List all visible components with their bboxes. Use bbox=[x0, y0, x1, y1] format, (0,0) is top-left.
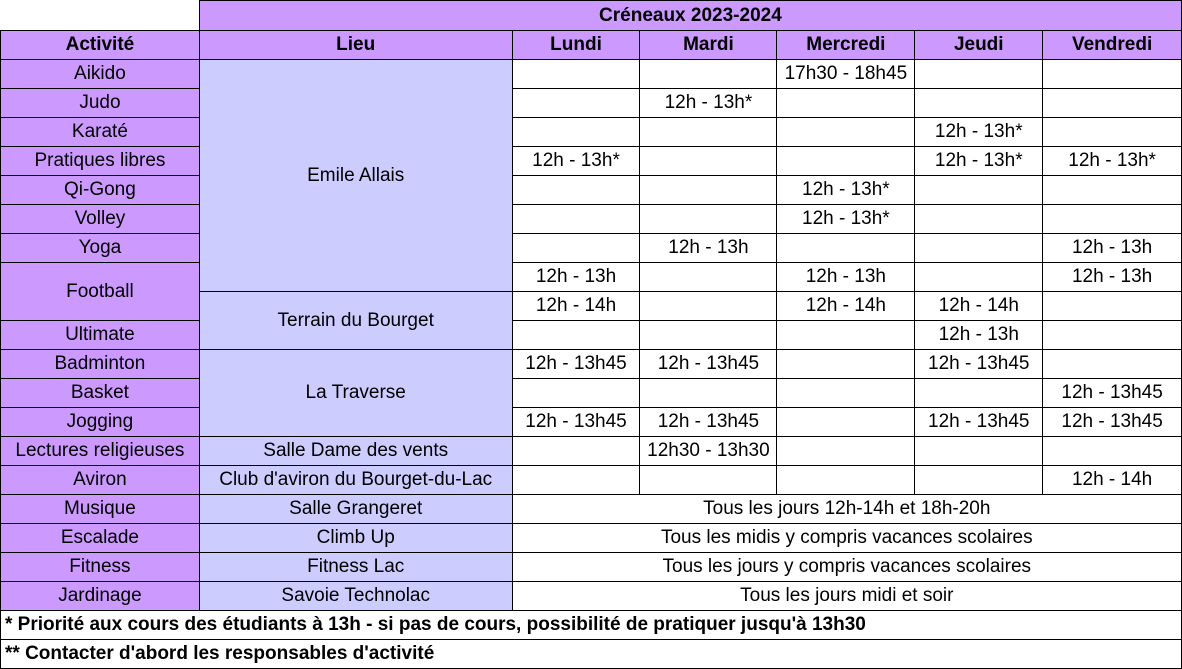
slot-cell[interactable] bbox=[1043, 205, 1182, 234]
table-row bbox=[1, 89, 1182, 118]
table-row bbox=[1, 379, 1182, 408]
slot-cell[interactable]: 12h - 14h bbox=[512, 292, 640, 321]
slot-cell[interactable]: 17h30 - 18h45 bbox=[777, 60, 915, 89]
slot-cell[interactable] bbox=[777, 118, 915, 147]
slot-cell[interactable] bbox=[640, 118, 777, 147]
table-row bbox=[1, 263, 1182, 292]
slot-cell[interactable] bbox=[777, 350, 915, 379]
header-mercredi: Mercredi bbox=[777, 31, 915, 60]
lieu-cell[interactable]: Salle Dame des vents bbox=[199, 437, 512, 466]
slot-cell[interactable] bbox=[915, 379, 1043, 408]
slot-cell[interactable] bbox=[640, 292, 777, 321]
slot-cell[interactable]: 12h - 13h45 bbox=[915, 350, 1043, 379]
activity-cell[interactable]: Fitness bbox=[1, 553, 200, 582]
table-row bbox=[1, 437, 1182, 466]
slot-cell[interactable]: 12h - 13h45 bbox=[915, 408, 1043, 437]
activity-cell[interactable]: Football bbox=[1, 263, 200, 321]
slot-cell[interactable]: 12h30 - 13h30 bbox=[640, 437, 777, 466]
slot-cell[interactable] bbox=[915, 466, 1043, 495]
table-row bbox=[1, 205, 1182, 234]
slot-cell[interactable]: 12h - 13h* bbox=[777, 205, 915, 234]
slot-cell[interactable] bbox=[915, 234, 1043, 263]
slot-cell[interactable]: 12h - 13h45 bbox=[1043, 408, 1182, 437]
slot-cell[interactable] bbox=[1043, 437, 1182, 466]
blank-corner bbox=[1, 1, 200, 31]
slot-cell[interactable] bbox=[915, 263, 1043, 292]
slot-cell[interactable]: 12h - 13h45 bbox=[1043, 379, 1182, 408]
all-week-cell[interactable]: Tous les midis y compris vacances scolaires bbox=[512, 524, 1181, 553]
slot-cell[interactable] bbox=[640, 205, 777, 234]
slot-cell[interactable] bbox=[512, 437, 640, 466]
slot-cell[interactable]: 12h - 13h* bbox=[915, 118, 1043, 147]
slot-cell[interactable]: 12h - 13h* bbox=[640, 89, 777, 118]
slot-cell[interactable] bbox=[915, 176, 1043, 205]
lieu-cell[interactable]: Terrain du Bourget bbox=[199, 292, 512, 350]
slot-cell[interactable] bbox=[512, 176, 640, 205]
slot-cell[interactable] bbox=[1043, 89, 1182, 118]
slot-cell[interactable] bbox=[777, 437, 915, 466]
header-lieu: Lieu bbox=[199, 31, 512, 60]
slot-cell[interactable]: 12h - 13h bbox=[640, 234, 777, 263]
header-activite: Activité bbox=[1, 31, 200, 60]
lieu-cell[interactable]: Fitness Lac bbox=[199, 553, 512, 582]
slot-cell[interactable]: 12h - 13h45 bbox=[640, 408, 777, 437]
slot-cell[interactable] bbox=[640, 60, 777, 89]
activity-cell[interactable]: Aviron bbox=[1, 466, 200, 495]
slot-cell[interactable] bbox=[512, 118, 640, 147]
header-vendredi: Vendredi bbox=[1043, 31, 1182, 60]
table-row bbox=[1, 466, 1182, 495]
header-jeudi: Jeudi bbox=[915, 31, 1043, 60]
slot-cell[interactable] bbox=[1043, 292, 1182, 321]
table-title: Créneaux 2023-2024 bbox=[199, 1, 1181, 31]
lieu-cell[interactable]: Club d'aviron du Bourget-du-Lac bbox=[199, 466, 512, 495]
slot-cell[interactable]: 12h - 13h bbox=[1043, 234, 1182, 263]
slot-cell[interactable] bbox=[777, 89, 915, 118]
slot-cell[interactable]: 12h - 13h45 bbox=[640, 350, 777, 379]
table-row bbox=[1, 408, 1182, 437]
table-row bbox=[1, 495, 1182, 524]
activity-cell[interactable]: Basket bbox=[1, 379, 200, 408]
activity-cell[interactable]: Aikido bbox=[1, 60, 200, 89]
slot-cell[interactable] bbox=[915, 60, 1043, 89]
lieu-cell[interactable]: Savoie Technolac bbox=[199, 582, 512, 611]
slot-cell[interactable] bbox=[1043, 60, 1182, 89]
slot-cell[interactable] bbox=[512, 60, 640, 89]
activity-cell[interactable]: Jardinage bbox=[1, 582, 200, 611]
activity-cell[interactable]: Badminton bbox=[1, 350, 200, 379]
header-mardi: Mardi bbox=[640, 31, 777, 60]
slot-cell[interactable] bbox=[512, 321, 640, 350]
slot-cell[interactable] bbox=[512, 379, 640, 408]
table-row bbox=[1, 553, 1182, 582]
slot-cell[interactable] bbox=[777, 234, 915, 263]
all-week-cell[interactable]: Tous les jours 12h-14h et 18h-20h bbox=[512, 495, 1181, 524]
slot-cell[interactable]: 12h - 13h bbox=[915, 321, 1043, 350]
lieu-cell[interactable]: Climb Up bbox=[199, 524, 512, 553]
slot-cell[interactable] bbox=[512, 234, 640, 263]
activity-cell[interactable]: Jogging bbox=[1, 408, 200, 437]
activity-cell[interactable]: Pratiques libres bbox=[1, 147, 200, 176]
activity-cell[interactable]: Lectures religieuses bbox=[1, 437, 200, 466]
slot-cell[interactable]: 12h - 13h bbox=[777, 263, 915, 292]
slot-cell[interactable] bbox=[1043, 118, 1182, 147]
slot-cell[interactable] bbox=[640, 379, 777, 408]
slot-cell[interactable] bbox=[1043, 350, 1182, 379]
slot-cell[interactable]: 12h - 13h bbox=[512, 263, 640, 292]
slot-cell[interactable] bbox=[915, 205, 1043, 234]
slot-cell[interactable] bbox=[640, 321, 777, 350]
slot-cell[interactable]: 12h - 13h45 bbox=[512, 408, 640, 437]
slot-cell[interactable]: 12h - 13h* bbox=[777, 176, 915, 205]
activity-cell[interactable]: Musique bbox=[1, 495, 200, 524]
header-lundi: Lundi bbox=[512, 31, 640, 60]
slot-cell[interactable] bbox=[777, 408, 915, 437]
activity-cell[interactable]: Escalade bbox=[1, 524, 200, 553]
activity-cell[interactable]: Ultimate bbox=[1, 321, 200, 350]
slot-cell[interactable] bbox=[777, 321, 915, 350]
footnote-contact: ** Contacter d'abord les responsables d'activité bbox=[1, 640, 1182, 669]
slot-cell[interactable]: 12h - 13h* bbox=[512, 147, 640, 176]
lieu-cell[interactable]: Emile Allais bbox=[199, 60, 512, 292]
table-row bbox=[1, 234, 1182, 263]
table-row bbox=[1, 176, 1182, 205]
slot-cell[interactable] bbox=[777, 379, 915, 408]
all-week-cell[interactable]: Tous les jours y compris vacances scolaires bbox=[512, 553, 1181, 582]
slot-cell[interactable] bbox=[915, 89, 1043, 118]
slot-cell[interactable] bbox=[512, 205, 640, 234]
slot-cell[interactable] bbox=[777, 147, 915, 176]
slot-cell[interactable] bbox=[1043, 321, 1182, 350]
activity-cell[interactable]: Qi-Gong bbox=[1, 176, 200, 205]
table-row bbox=[1, 321, 1182, 350]
table-row bbox=[1, 350, 1182, 379]
slot-cell[interactable] bbox=[1043, 176, 1182, 205]
lieu-cell[interactable]: Salle Grangeret bbox=[199, 495, 512, 524]
lieu-cell[interactable]: La Traverse bbox=[199, 350, 512, 437]
slot-cell[interactable] bbox=[915, 437, 1043, 466]
all-week-cell[interactable]: Tous les jours midi et soir bbox=[512, 582, 1181, 611]
slot-cell[interactable] bbox=[512, 466, 640, 495]
slot-cell[interactable] bbox=[640, 263, 777, 292]
slot-cell[interactable] bbox=[777, 466, 915, 495]
footnote-priority: * Priorité aux cours des étudiants à 13h - si pas de cours, possibilité de pratiquer jusqu'à 13h30 bbox=[1, 611, 1182, 640]
slot-cell[interactable]: 12h - 14h bbox=[915, 292, 1043, 321]
table-row bbox=[1, 147, 1182, 176]
activity-cell[interactable]: Judo bbox=[1, 89, 200, 118]
slot-cell[interactable]: 12h - 14h bbox=[777, 292, 915, 321]
slot-cell[interactable]: 12h - 13h bbox=[1043, 263, 1182, 292]
slot-cell[interactable] bbox=[640, 176, 777, 205]
activity-cell[interactable]: Volley bbox=[1, 205, 200, 234]
slot-cell[interactable]: 12h - 13h45 bbox=[512, 350, 640, 379]
activity-cell[interactable]: Yoga bbox=[1, 234, 200, 263]
table-row bbox=[1, 524, 1182, 553]
table-row bbox=[1, 60, 1182, 89]
table-row bbox=[1, 582, 1182, 611]
table-row bbox=[1, 118, 1182, 147]
slot-cell[interactable] bbox=[512, 89, 640, 118]
slot-cell[interactable] bbox=[640, 466, 777, 495]
slot-cell[interactable]: 12h - 13h* bbox=[1043, 147, 1182, 176]
slot-cell[interactable] bbox=[640, 147, 777, 176]
slot-cell[interactable]: 12h - 13h* bbox=[915, 147, 1043, 176]
activity-cell[interactable]: Karaté bbox=[1, 118, 200, 147]
slot-cell[interactable]: 12h - 14h bbox=[1043, 466, 1182, 495]
